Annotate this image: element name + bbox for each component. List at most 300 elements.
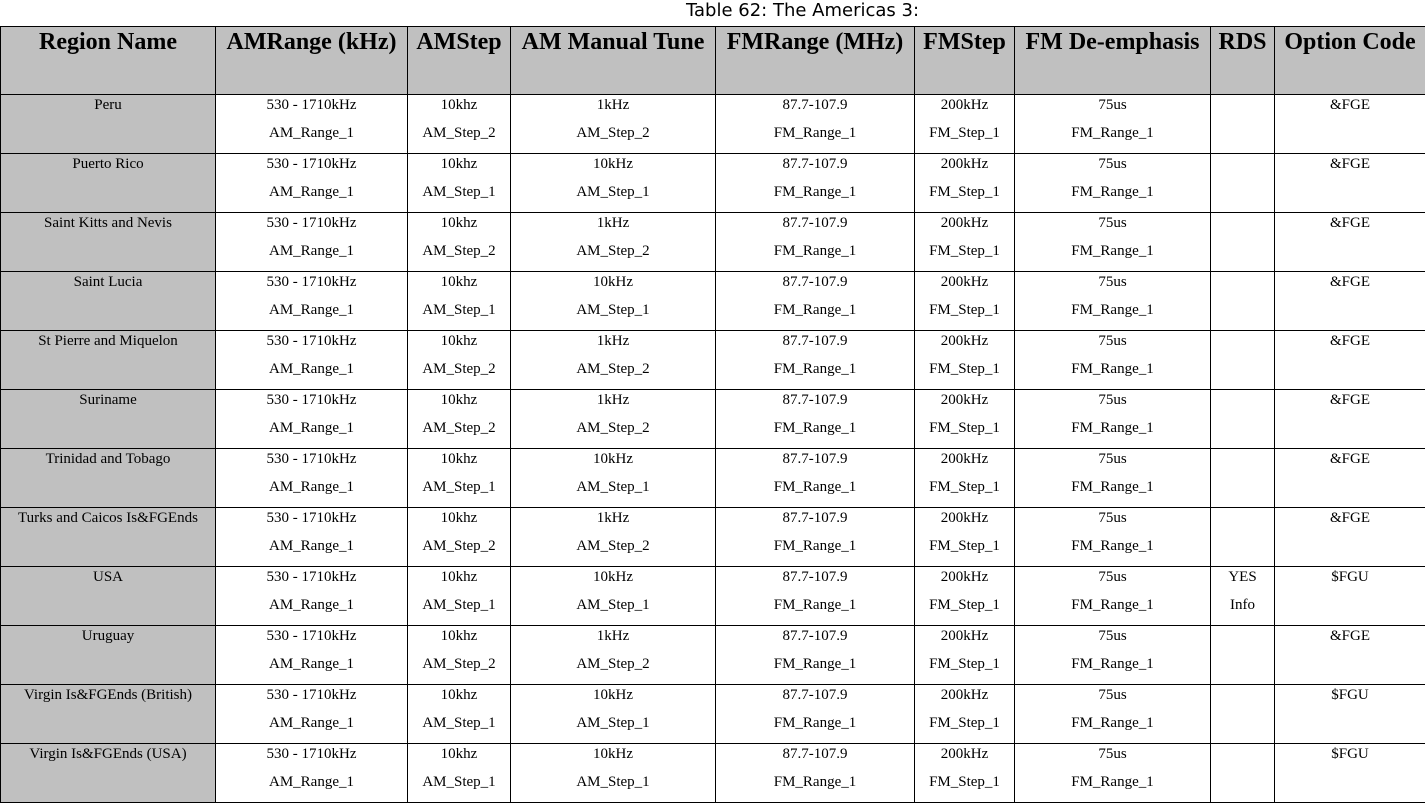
option-code-text: &FGE [1275, 331, 1425, 359]
region-name-text: Saint Lucia [1, 272, 215, 300]
cell-rds [1211, 685, 1275, 744]
cell-fm-deemphasis [1015, 449, 1211, 508]
cell-fm-deemphasis [1015, 154, 1211, 213]
am-step-code: AM_Step_1 [408, 595, 510, 623]
cell-am-range [216, 390, 408, 449]
rds-value [1211, 390, 1274, 418]
cell-option-code [1275, 508, 1425, 567]
am-manual-tune-code: AM_Step_2 [511, 418, 715, 446]
am-range-code: AM_Range_1 [216, 477, 407, 505]
fm-deemphasis-code: FM_Range_1 [1015, 300, 1210, 328]
rds-code [1211, 713, 1274, 741]
fm-range-value: 87.7-107.9 [716, 685, 914, 713]
am-manual-tune-value: 1kHz [511, 390, 715, 418]
fm-range-value: 87.7-107.9 [716, 390, 914, 418]
cell-am-step [408, 626, 511, 685]
cell-fm-step [915, 744, 1015, 803]
cell-fm-step [915, 685, 1015, 744]
region-name-text: Virgin Is&FGEnds (British) [1, 685, 215, 713]
cell-fm-deemphasis [1015, 567, 1211, 626]
am-step-code: AM_Step_1 [408, 182, 510, 210]
fm-range-code: FM_Range_1 [716, 477, 914, 505]
cell-option-code [1275, 95, 1425, 154]
cell-fm-range [716, 567, 915, 626]
fm-range-code: FM_Range_1 [716, 713, 914, 741]
fm-deemphasis-value: 75us [1015, 331, 1210, 359]
fm-range-value: 87.7-107.9 [716, 272, 914, 300]
am-step-code: AM_Step_2 [408, 418, 510, 446]
am-step-code: AM_Step_1 [408, 477, 510, 505]
fm-deemphasis-code: FM_Range_1 [1015, 654, 1210, 682]
am-step-value: 10khz [408, 744, 510, 772]
fm-deemphasis-value: 75us [1015, 390, 1210, 418]
fm-deemphasis-code: FM_Range_1 [1015, 359, 1210, 387]
cell-am-range [216, 685, 408, 744]
cell-am-manual-tune [511, 272, 716, 331]
fm-step-value: 200kHz [915, 567, 1014, 595]
option-code-text: $FGU [1275, 567, 1425, 595]
am-range-value: 530 - 1710kHz [216, 95, 407, 123]
cell-region-name [1, 390, 216, 449]
fm-step-value: 200kHz [915, 508, 1014, 536]
am-manual-tune-value: 1kHz [511, 213, 715, 241]
cell-option-code [1275, 449, 1425, 508]
cell-am-manual-tune [511, 95, 716, 154]
am-range-code: AM_Range_1 [216, 772, 407, 800]
am-step-value: 10khz [408, 449, 510, 477]
header-option-code: Option Code [1275, 27, 1425, 95]
rds-value [1211, 331, 1274, 359]
table-row [1, 390, 1425, 449]
cell-am-step [408, 685, 511, 744]
cell-am-range [216, 331, 408, 390]
fm-step-value: 200kHz [915, 390, 1014, 418]
fm-range-code: FM_Range_1 [716, 772, 914, 800]
cell-fm-step [915, 567, 1015, 626]
am-step-code: AM_Step_2 [408, 536, 510, 564]
option-code-text: &FGE [1275, 508, 1425, 536]
am-manual-tune-value: 10kHz [511, 449, 715, 477]
cell-rds [1211, 508, 1275, 567]
am-step-code: AM_Step_2 [408, 359, 510, 387]
am-range-value: 530 - 1710kHz [216, 508, 407, 536]
cell-am-manual-tune [511, 390, 716, 449]
fm-range-code: FM_Range_1 [716, 654, 914, 682]
fm-step-code: FM_Step_1 [915, 241, 1014, 269]
cell-rds [1211, 449, 1275, 508]
fm-range-code: FM_Range_1 [716, 123, 914, 151]
region-name-text: Suriname [1, 390, 215, 418]
fm-range-code: FM_Range_1 [716, 241, 914, 269]
cell-am-manual-tune [511, 154, 716, 213]
cell-fm-step [915, 508, 1015, 567]
region-name-text: Puerto Rico [1, 154, 215, 182]
cell-am-step [408, 508, 511, 567]
cell-fm-range [716, 213, 915, 272]
am-range-code: AM_Range_1 [216, 359, 407, 387]
fm-step-value: 200kHz [915, 744, 1014, 772]
rds-code [1211, 359, 1274, 387]
cell-fm-range [716, 685, 915, 744]
table-row [1, 154, 1425, 213]
cell-am-step [408, 213, 511, 272]
cell-region-name [1, 685, 216, 744]
cell-am-range [216, 95, 408, 154]
cell-rds [1211, 213, 1275, 272]
am-manual-tune-code: AM_Step_1 [511, 182, 715, 210]
region-name-text: St Pierre and Miquelon [1, 331, 215, 359]
cell-option-code [1275, 744, 1425, 803]
fm-deemphasis-code: FM_Range_1 [1015, 595, 1210, 623]
am-range-value: 530 - 1710kHz [216, 449, 407, 477]
cell-am-manual-tune [511, 567, 716, 626]
cell-rds [1211, 272, 1275, 331]
fm-range-value: 87.7-107.9 [716, 331, 914, 359]
am-range-value: 530 - 1710kHz [216, 331, 407, 359]
rds-code: Info [1211, 595, 1274, 623]
am-manual-tune-value: 10kHz [511, 685, 715, 713]
fm-range-value: 87.7-107.9 [716, 154, 914, 182]
option-code-text: &FGE [1275, 449, 1425, 477]
am-step-value: 10khz [408, 567, 510, 595]
header-am-step: AMStep [408, 27, 511, 95]
fm-range-value: 87.7-107.9 [716, 508, 914, 536]
fm-deemphasis-code: FM_Range_1 [1015, 772, 1210, 800]
cell-option-code [1275, 626, 1425, 685]
cell-fm-range [716, 154, 915, 213]
fm-range-code: FM_Range_1 [716, 536, 914, 564]
fm-deemphasis-code: FM_Range_1 [1015, 241, 1210, 269]
am-step-code: AM_Step_2 [408, 241, 510, 269]
rds-value [1211, 272, 1274, 300]
cell-fm-range [716, 390, 915, 449]
fm-range-value: 87.7-107.9 [716, 626, 914, 654]
region-table [0, 26, 1425, 803]
fm-step-value: 200kHz [915, 626, 1014, 654]
header-rds: RDS [1211, 27, 1275, 95]
am-manual-tune-value: 10kHz [511, 154, 715, 182]
cell-option-code [1275, 272, 1425, 331]
option-code-text: &FGE [1275, 154, 1425, 182]
cell-am-step [408, 567, 511, 626]
cell-region-name [1, 213, 216, 272]
am-manual-tune-value: 1kHz [511, 626, 715, 654]
cell-rds [1211, 567, 1275, 626]
cell-rds [1211, 390, 1275, 449]
am-manual-tune-code: AM_Step_1 [511, 772, 715, 800]
am-range-value: 530 - 1710kHz [216, 154, 407, 182]
fm-deemphasis-value: 75us [1015, 272, 1210, 300]
option-code-text: $FGU [1275, 685, 1425, 713]
fm-deemphasis-code: FM_Range_1 [1015, 477, 1210, 505]
fm-range-value: 87.7-107.9 [716, 213, 914, 241]
am-step-value: 10khz [408, 331, 510, 359]
am-manual-tune-value: 1kHz [511, 331, 715, 359]
am-manual-tune-value: 1kHz [511, 508, 715, 536]
cell-am-manual-tune [511, 744, 716, 803]
am-range-value: 530 - 1710kHz [216, 390, 407, 418]
cell-am-manual-tune [511, 213, 716, 272]
cell-am-manual-tune [511, 685, 716, 744]
cell-am-step [408, 390, 511, 449]
cell-am-step [408, 449, 511, 508]
fm-step-code: FM_Step_1 [915, 536, 1014, 564]
rds-code [1211, 123, 1274, 151]
cell-am-step [408, 272, 511, 331]
fm-range-code: FM_Range_1 [716, 359, 914, 387]
am-range-value: 530 - 1710kHz [216, 567, 407, 595]
fm-range-code: FM_Range_1 [716, 300, 914, 328]
am-range-value: 530 - 1710kHz [216, 685, 407, 713]
am-manual-tune-code: AM_Step_2 [511, 241, 715, 269]
fm-step-code: FM_Step_1 [915, 300, 1014, 328]
region-name-text: USA [1, 567, 215, 595]
am-step-code: AM_Step_1 [408, 713, 510, 741]
cell-fm-step [915, 390, 1015, 449]
cell-fm-deemphasis [1015, 508, 1211, 567]
fm-step-code: FM_Step_1 [915, 713, 1014, 741]
fm-deemphasis-value: 75us [1015, 213, 1210, 241]
table-row [1, 567, 1425, 626]
cell-am-range [216, 272, 408, 331]
am-manual-tune-code: AM_Step_2 [511, 123, 715, 151]
option-code-text: &FGE [1275, 626, 1425, 654]
fm-step-value: 200kHz [915, 154, 1014, 182]
fm-step-code: FM_Step_1 [915, 654, 1014, 682]
cell-rds [1211, 626, 1275, 685]
cell-region-name [1, 95, 216, 154]
fm-step-value: 200kHz [915, 685, 1014, 713]
fm-deemphasis-value: 75us [1015, 685, 1210, 713]
rds-code [1211, 536, 1274, 564]
am-manual-tune-value: 10kHz [511, 744, 715, 772]
fm-deemphasis-code: FM_Range_1 [1015, 713, 1210, 741]
cell-fm-step [915, 449, 1015, 508]
fm-deemphasis-code: FM_Range_1 [1015, 182, 1210, 210]
fm-step-value: 200kHz [915, 213, 1014, 241]
cell-fm-deemphasis [1015, 744, 1211, 803]
am-step-value: 10khz [408, 272, 510, 300]
cell-fm-deemphasis [1015, 685, 1211, 744]
fm-range-code: FM_Range_1 [716, 182, 914, 210]
region-name-text: Turks and Caicos Is&FGEnds [1, 508, 215, 536]
rds-code [1211, 300, 1274, 328]
rds-value [1211, 154, 1274, 182]
cell-am-manual-tune [511, 626, 716, 685]
am-range-code: AM_Range_1 [216, 300, 407, 328]
cell-fm-deemphasis [1015, 331, 1211, 390]
region-name-text: Saint Kitts and Nevis [1, 213, 215, 241]
option-code-text: &FGE [1275, 95, 1425, 123]
rds-value [1211, 95, 1274, 123]
cell-option-code [1275, 331, 1425, 390]
cell-fm-range [716, 626, 915, 685]
fm-step-code: FM_Step_1 [915, 123, 1014, 151]
option-code-text: &FGE [1275, 213, 1425, 241]
cell-am-range [216, 154, 408, 213]
am-manual-tune-code: AM_Step_1 [511, 477, 715, 505]
header-am-range: AMRange (kHz) [216, 27, 408, 95]
am-manual-tune-code: AM_Step_2 [511, 536, 715, 564]
option-code-text: $FGU [1275, 744, 1425, 772]
am-manual-tune-code: AM_Step_2 [511, 654, 715, 682]
am-step-code: AM_Step_2 [408, 123, 510, 151]
cell-fm-deemphasis [1015, 95, 1211, 154]
am-range-code: AM_Range_1 [216, 182, 407, 210]
rds-value [1211, 685, 1274, 713]
cell-fm-step [915, 626, 1015, 685]
table-row [1, 744, 1425, 803]
am-step-value: 10khz [408, 390, 510, 418]
cell-region-name [1, 449, 216, 508]
rds-value [1211, 449, 1274, 477]
cell-region-name [1, 626, 216, 685]
rds-code [1211, 241, 1274, 269]
cell-fm-range [716, 95, 915, 154]
cell-region-name [1, 508, 216, 567]
cell-region-name [1, 331, 216, 390]
fm-range-code: FM_Range_1 [716, 418, 914, 446]
rds-code [1211, 772, 1274, 800]
cell-fm-step [915, 331, 1015, 390]
table-row [1, 272, 1425, 331]
am-step-value: 10khz [408, 685, 510, 713]
cell-option-code [1275, 390, 1425, 449]
rds-code [1211, 477, 1274, 505]
cell-fm-deemphasis [1015, 626, 1211, 685]
cell-fm-step [915, 154, 1015, 213]
table-row [1, 508, 1425, 567]
cell-fm-range [716, 331, 915, 390]
cell-rds [1211, 331, 1275, 390]
am-range-code: AM_Range_1 [216, 536, 407, 564]
rds-value [1211, 213, 1274, 241]
am-step-code: AM_Step_2 [408, 654, 510, 682]
fm-deemphasis-value: 75us [1015, 508, 1210, 536]
am-range-value: 530 - 1710kHz [216, 744, 407, 772]
am-range-code: AM_Range_1 [216, 595, 407, 623]
cell-fm-range [716, 508, 915, 567]
am-step-value: 10khz [408, 95, 510, 123]
fm-deemphasis-code: FM_Range_1 [1015, 123, 1210, 151]
cell-rds [1211, 744, 1275, 803]
am-manual-tune-code: AM_Step_1 [511, 300, 715, 328]
am-step-value: 10khz [408, 626, 510, 654]
cell-fm-deemphasis [1015, 390, 1211, 449]
region-name-text: Uruguay [1, 626, 215, 654]
fm-step-code: FM_Step_1 [915, 477, 1014, 505]
cell-fm-step [915, 95, 1015, 154]
fm-deemphasis-value: 75us [1015, 95, 1210, 123]
am-step-value: 10khz [408, 213, 510, 241]
am-manual-tune-value: 1kHz [511, 95, 715, 123]
header-fm-step: FMStep [915, 27, 1015, 95]
am-step-value: 10khz [408, 154, 510, 182]
am-step-code: AM_Step_1 [408, 772, 510, 800]
cell-fm-range [716, 744, 915, 803]
fm-step-code: FM_Step_1 [915, 772, 1014, 800]
cell-region-name [1, 567, 216, 626]
fm-range-code: FM_Range_1 [716, 595, 914, 623]
fm-range-value: 87.7-107.9 [716, 449, 914, 477]
cell-region-name [1, 154, 216, 213]
header-fm-deemphasis: FM De-emphasis [1015, 27, 1211, 95]
table-row [1, 449, 1425, 508]
cell-region-name [1, 272, 216, 331]
fm-deemphasis-code: FM_Range_1 [1015, 418, 1210, 446]
am-range-code: AM_Range_1 [216, 123, 407, 151]
am-manual-tune-code: AM_Step_1 [511, 713, 715, 741]
cell-am-range [216, 626, 408, 685]
fm-step-value: 200kHz [915, 449, 1014, 477]
table-row [1, 626, 1425, 685]
region-name-text: Trinidad and Tobago [1, 449, 215, 477]
cell-region-name [1, 744, 216, 803]
fm-deemphasis-value: 75us [1015, 626, 1210, 654]
cell-rds [1211, 95, 1275, 154]
region-name-text: Virgin Is&FGEnds (USA) [1, 744, 215, 772]
fm-deemphasis-value: 75us [1015, 567, 1210, 595]
cell-am-range [216, 508, 408, 567]
fm-step-value: 200kHz [915, 331, 1014, 359]
cell-option-code [1275, 567, 1425, 626]
fm-deemphasis-value: 75us [1015, 744, 1210, 772]
option-code-text: &FGE [1275, 272, 1425, 300]
rds-code [1211, 654, 1274, 682]
cell-am-manual-tune [511, 508, 716, 567]
table-row [1, 213, 1425, 272]
rds-value [1211, 626, 1274, 654]
cell-am-step [408, 744, 511, 803]
header-region-name: Region Name [1, 27, 216, 95]
cell-am-range [216, 213, 408, 272]
cell-rds [1211, 154, 1275, 213]
cell-am-step [408, 95, 511, 154]
am-range-code: AM_Range_1 [216, 418, 407, 446]
rds-value [1211, 508, 1274, 536]
cell-am-range [216, 449, 408, 508]
rds-code [1211, 182, 1274, 210]
am-manual-tune-value: 10kHz [511, 567, 715, 595]
cell-am-range [216, 744, 408, 803]
am-manual-tune-code: AM_Step_2 [511, 359, 715, 387]
cell-fm-deemphasis [1015, 213, 1211, 272]
cell-am-step [408, 154, 511, 213]
fm-step-value: 200kHz [915, 272, 1014, 300]
cell-am-manual-tune [511, 331, 716, 390]
region-name-text: Peru [1, 95, 215, 123]
fm-step-code: FM_Step_1 [915, 359, 1014, 387]
am-range-value: 530 - 1710kHz [216, 272, 407, 300]
cell-fm-step [915, 272, 1015, 331]
fm-step-code: FM_Step_1 [915, 182, 1014, 210]
fm-range-value: 87.7-107.9 [716, 744, 914, 772]
rds-code [1211, 418, 1274, 446]
header-row [1, 27, 1425, 95]
am-manual-tune-code: AM_Step_1 [511, 595, 715, 623]
fm-step-code: FM_Step_1 [915, 595, 1014, 623]
am-step-code: AM_Step_1 [408, 300, 510, 328]
header-am-manual-tune: AM Manual Tune [511, 27, 716, 95]
fm-deemphasis-code: FM_Range_1 [1015, 536, 1210, 564]
am-step-value: 10khz [408, 508, 510, 536]
cell-fm-step [915, 213, 1015, 272]
table-row [1, 331, 1425, 390]
cell-am-step [408, 331, 511, 390]
am-range-value: 530 - 1710kHz [216, 213, 407, 241]
fm-range-value: 87.7-107.9 [716, 567, 914, 595]
cell-am-manual-tune [511, 449, 716, 508]
